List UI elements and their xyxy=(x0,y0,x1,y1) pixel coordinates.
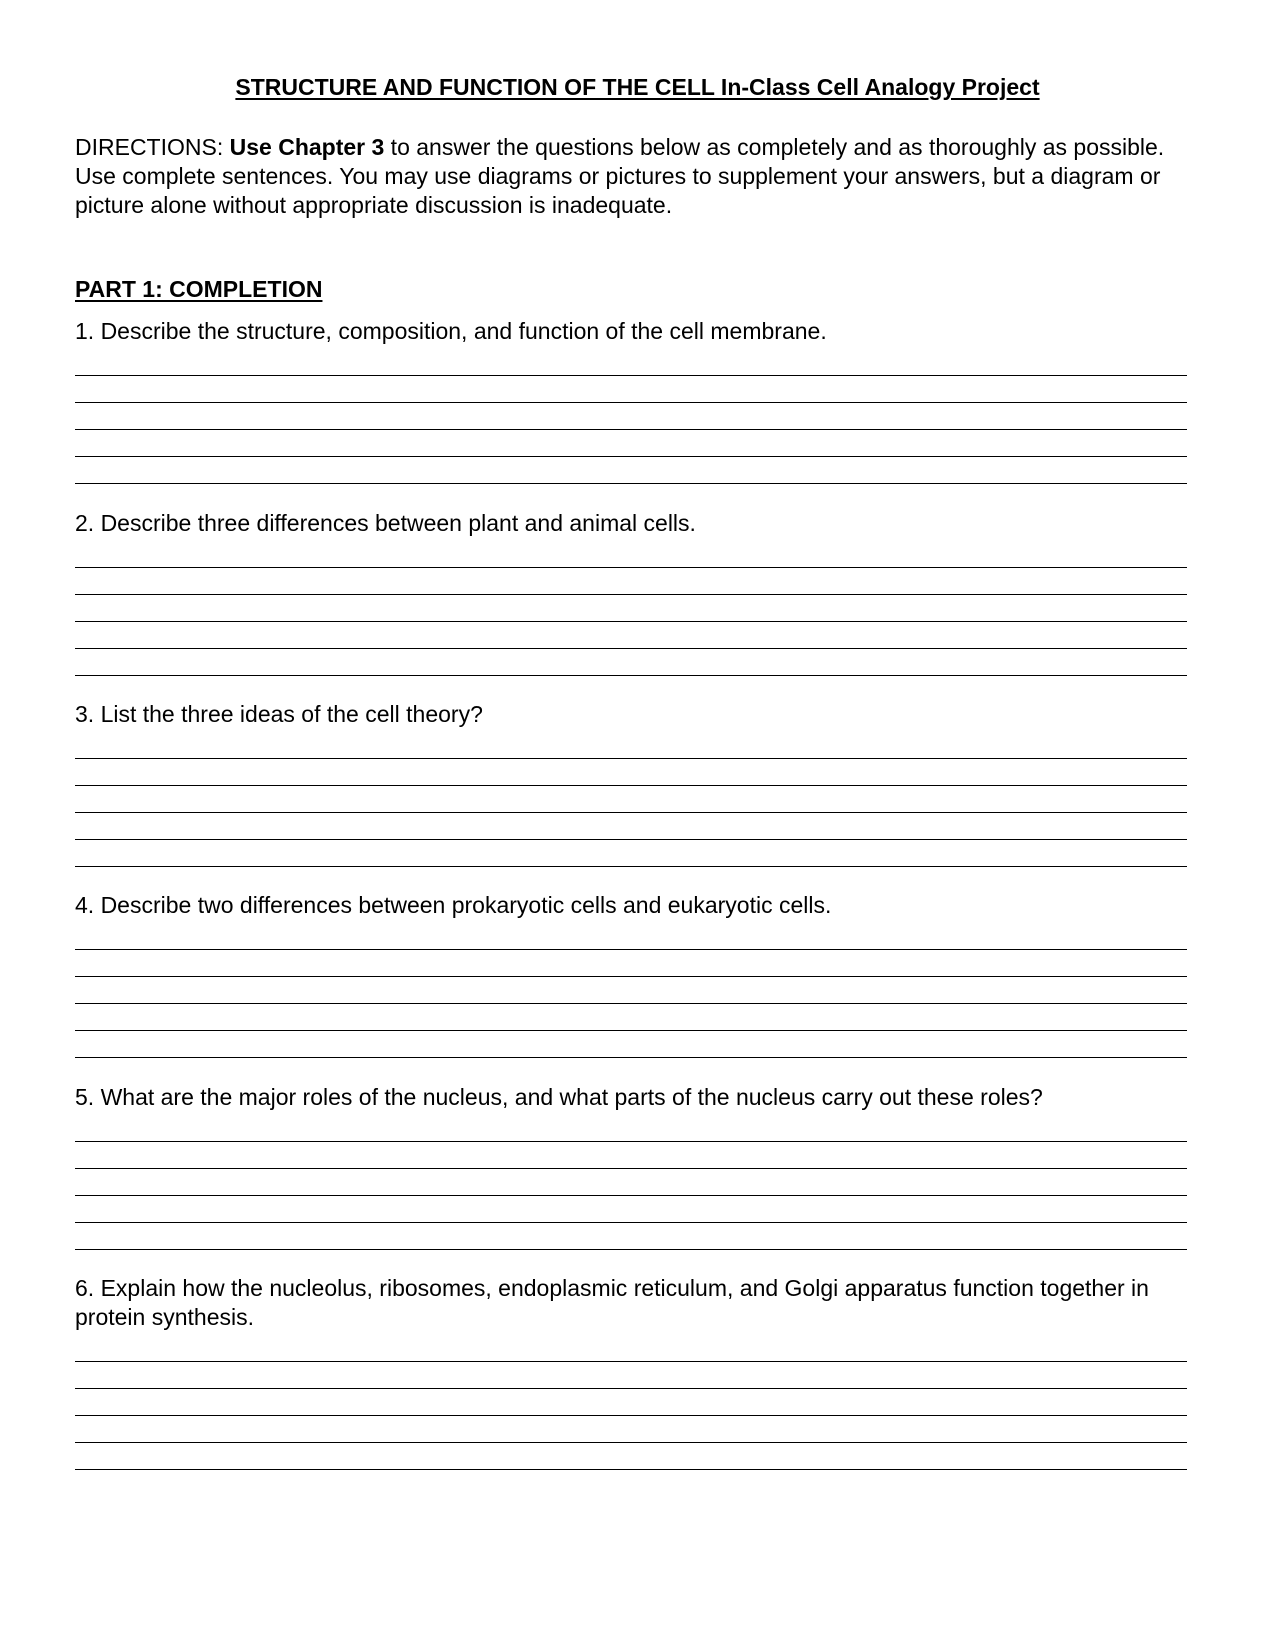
answer-lines xyxy=(75,349,1205,484)
answer-line[interactable] xyxy=(75,786,1187,813)
answer-line[interactable] xyxy=(75,403,1187,430)
answer-lines xyxy=(75,541,1205,676)
answer-line[interactable] xyxy=(75,1223,1187,1250)
answer-line[interactable] xyxy=(75,649,1187,676)
directions xyxy=(75,133,1205,220)
answer-line[interactable] xyxy=(75,950,1187,977)
answer-line[interactable] xyxy=(75,622,1187,649)
answer-line[interactable] xyxy=(75,430,1187,457)
answer-line[interactable] xyxy=(75,1389,1187,1416)
answer-line[interactable] xyxy=(75,568,1187,595)
answer-lines xyxy=(75,732,1205,867)
question-6 xyxy=(75,1274,1205,1470)
question-text: 1. Describe the structure, composition, and function of the cell membrane. xyxy=(75,318,827,344)
question-4 xyxy=(75,891,1205,1058)
part-heading: PART 1: COMPLETION xyxy=(75,276,323,302)
answer-line[interactable] xyxy=(75,1443,1187,1470)
question-text: 6. Explain how the nucleolus, ribosomes, endoplasmic reticulum, and Golgi apparatus function together in protein synthesis. xyxy=(75,1275,1149,1330)
answer-lines xyxy=(75,923,1205,1058)
answer-line[interactable] xyxy=(75,1169,1187,1196)
question-text: 4. Describe two differences between prokaryotic cells and eukaryotic cells. xyxy=(75,892,832,918)
directions-rest: to answer the questions below as completely and as thoroughly as possible. Use complete sentences. You may use diagrams or pictures to supplement your answers, but a diagram or picture alone without appropriate discussion is inadequate. xyxy=(75,134,1165,218)
answer-lines xyxy=(75,1335,1205,1470)
directions-bold: Use Chapter 3 xyxy=(229,134,385,160)
question-text: 2. Describe three differences between plant and animal cells. xyxy=(75,510,696,536)
page-title: STRUCTURE AND FUNCTION OF THE CELL In-Class Cell Analogy Project xyxy=(235,74,1040,100)
answer-line[interactable] xyxy=(75,732,1187,759)
question-3 xyxy=(75,700,1205,867)
answer-line[interactable] xyxy=(75,1196,1187,1223)
answer-line[interactable] xyxy=(75,376,1187,403)
answer-line[interactable] xyxy=(75,1031,1187,1058)
answer-line[interactable] xyxy=(75,541,1187,568)
answer-line[interactable] xyxy=(75,813,1187,840)
question-text: 3. List the three ideas of the cell theory? xyxy=(75,701,483,727)
answer-lines xyxy=(75,1115,1205,1250)
answer-line[interactable] xyxy=(75,840,1187,867)
answer-line[interactable] xyxy=(75,1416,1187,1443)
answer-line[interactable] xyxy=(75,595,1187,622)
answer-line[interactable] xyxy=(75,759,1187,786)
answer-line[interactable] xyxy=(75,1115,1187,1142)
answer-line[interactable] xyxy=(75,457,1187,484)
question-2 xyxy=(75,509,1205,676)
answer-line[interactable] xyxy=(75,1362,1187,1389)
question-text: 5. What are the major roles of the nucleus, and what parts of the nucleus carry out these roles? xyxy=(75,1084,1043,1110)
answer-line[interactable] xyxy=(75,1335,1187,1362)
answer-line[interactable] xyxy=(75,923,1187,950)
answer-line[interactable] xyxy=(75,349,1187,376)
answer-line[interactable] xyxy=(75,977,1187,1004)
answer-line[interactable] xyxy=(75,1142,1187,1169)
question-1 xyxy=(75,317,1205,484)
question-5 xyxy=(75,1083,1205,1250)
directions-prefix: DIRECTIONS: xyxy=(75,134,230,160)
answer-line[interactable] xyxy=(75,1004,1187,1031)
